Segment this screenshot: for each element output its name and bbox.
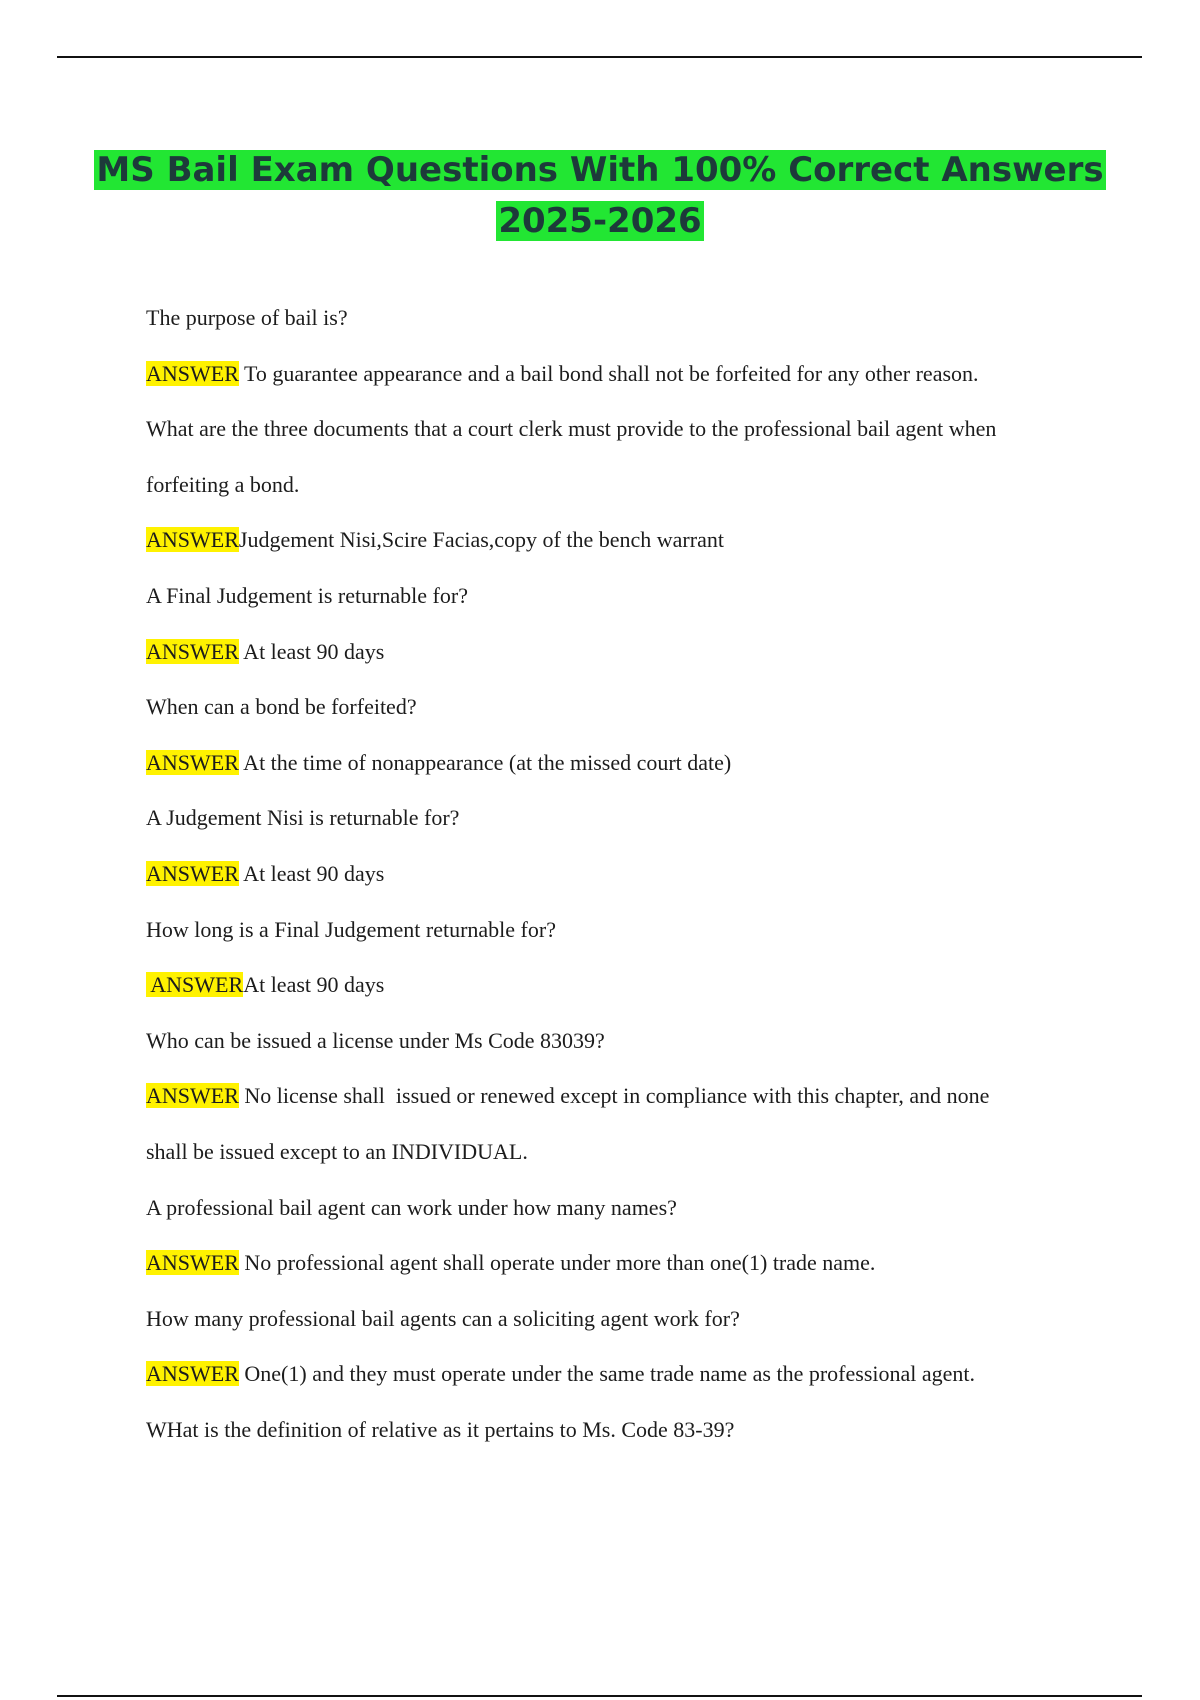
answer-line	[146, 346, 1086, 402]
answer-text: One(1) and they must operate under the same trade name as the professional agent.	[238, 1361, 976, 1387]
answer-text: No license shall issued or renewed except in compliance with this chapter, and none	[238, 1083, 990, 1109]
qa-body	[146, 290, 1086, 1457]
answer-label: ANSWER	[146, 527, 239, 553]
question-line	[146, 290, 1086, 346]
answer-text: Judgement Nisi,Scire Facias,copy of the bench warrant	[238, 527, 724, 553]
answer-label: ANSWER	[146, 860, 239, 886]
answer-text: No professional agent shall operate under more than one(1) trade name.	[238, 1250, 876, 1276]
question-line	[146, 1013, 1086, 1069]
answer-text: At the time of nonappearance (at the missed court date)	[238, 749, 732, 775]
question-text: Who can be issued a license under Ms Code 83039?	[146, 1027, 605, 1053]
question-text: What are the three documents that a court clerk must provide to the professional bail agent when	[146, 416, 997, 442]
answer-line	[146, 1235, 1086, 1291]
answer-label: ANSWER	[146, 1361, 239, 1387]
document-title	[0, 145, 1200, 247]
question-text: shall be issued except to an INDIVIDUAL.	[146, 1138, 528, 1164]
question-text: When can a bond be forfeited?	[146, 694, 417, 720]
question-text: WHat is the definition of relative as it pertains to Ms. Code 83-39?	[146, 1416, 735, 1442]
answer-line	[146, 1068, 1086, 1124]
answer-text: To guarantee appearance and a bail bond shall not be forfeited for any other reason.	[238, 360, 979, 386]
question-line	[146, 401, 1086, 457]
question-text: How long is a Final Judgement returnable for?	[146, 916, 556, 942]
answer-line	[146, 624, 1086, 680]
question-line	[146, 1124, 1086, 1180]
title-line-2: 2025-2026	[498, 201, 702, 241]
question-line	[146, 1180, 1086, 1236]
question-text: forfeiting a bond.	[146, 471, 300, 497]
answer-text: At least 90 days	[238, 638, 385, 664]
question-text: A professional bail agent can work under how many names?	[146, 1194, 677, 1220]
answer-label: ANSWER	[146, 1083, 239, 1109]
answer-line	[146, 846, 1086, 902]
question-line	[146, 568, 1086, 624]
answer-text: At least 90 days	[243, 972, 385, 998]
answer-label: ANSWER	[146, 972, 244, 998]
answer-text: At least 90 days	[238, 860, 385, 886]
title-line-1: MS Bail Exam Questions With 100% Correct Answers	[96, 150, 1104, 190]
question-line	[146, 1291, 1086, 1347]
answer-line	[146, 957, 1086, 1013]
footer-rule	[57, 1695, 1142, 1697]
answer-label: ANSWER	[146, 360, 239, 386]
question-line	[146, 1402, 1086, 1458]
question-line	[146, 457, 1086, 513]
answer-label: ANSWER	[146, 638, 239, 664]
question-line	[146, 679, 1086, 735]
answer-label: ANSWER	[146, 1250, 239, 1276]
answer-line	[146, 735, 1086, 791]
header-rule	[57, 56, 1142, 58]
answer-line	[146, 512, 1086, 568]
question-text: A Judgement Nisi is returnable for?	[146, 805, 460, 831]
answer-label: ANSWER	[146, 749, 239, 775]
question-text: The purpose of bail is?	[146, 305, 348, 330]
question-text: How many professional bail agents can a soliciting agent work for?	[146, 1305, 740, 1331]
question-line	[146, 902, 1086, 958]
answer-line	[146, 1346, 1086, 1402]
question-text: A Final Judgement is returnable for?	[146, 582, 468, 608]
question-line	[146, 790, 1086, 846]
